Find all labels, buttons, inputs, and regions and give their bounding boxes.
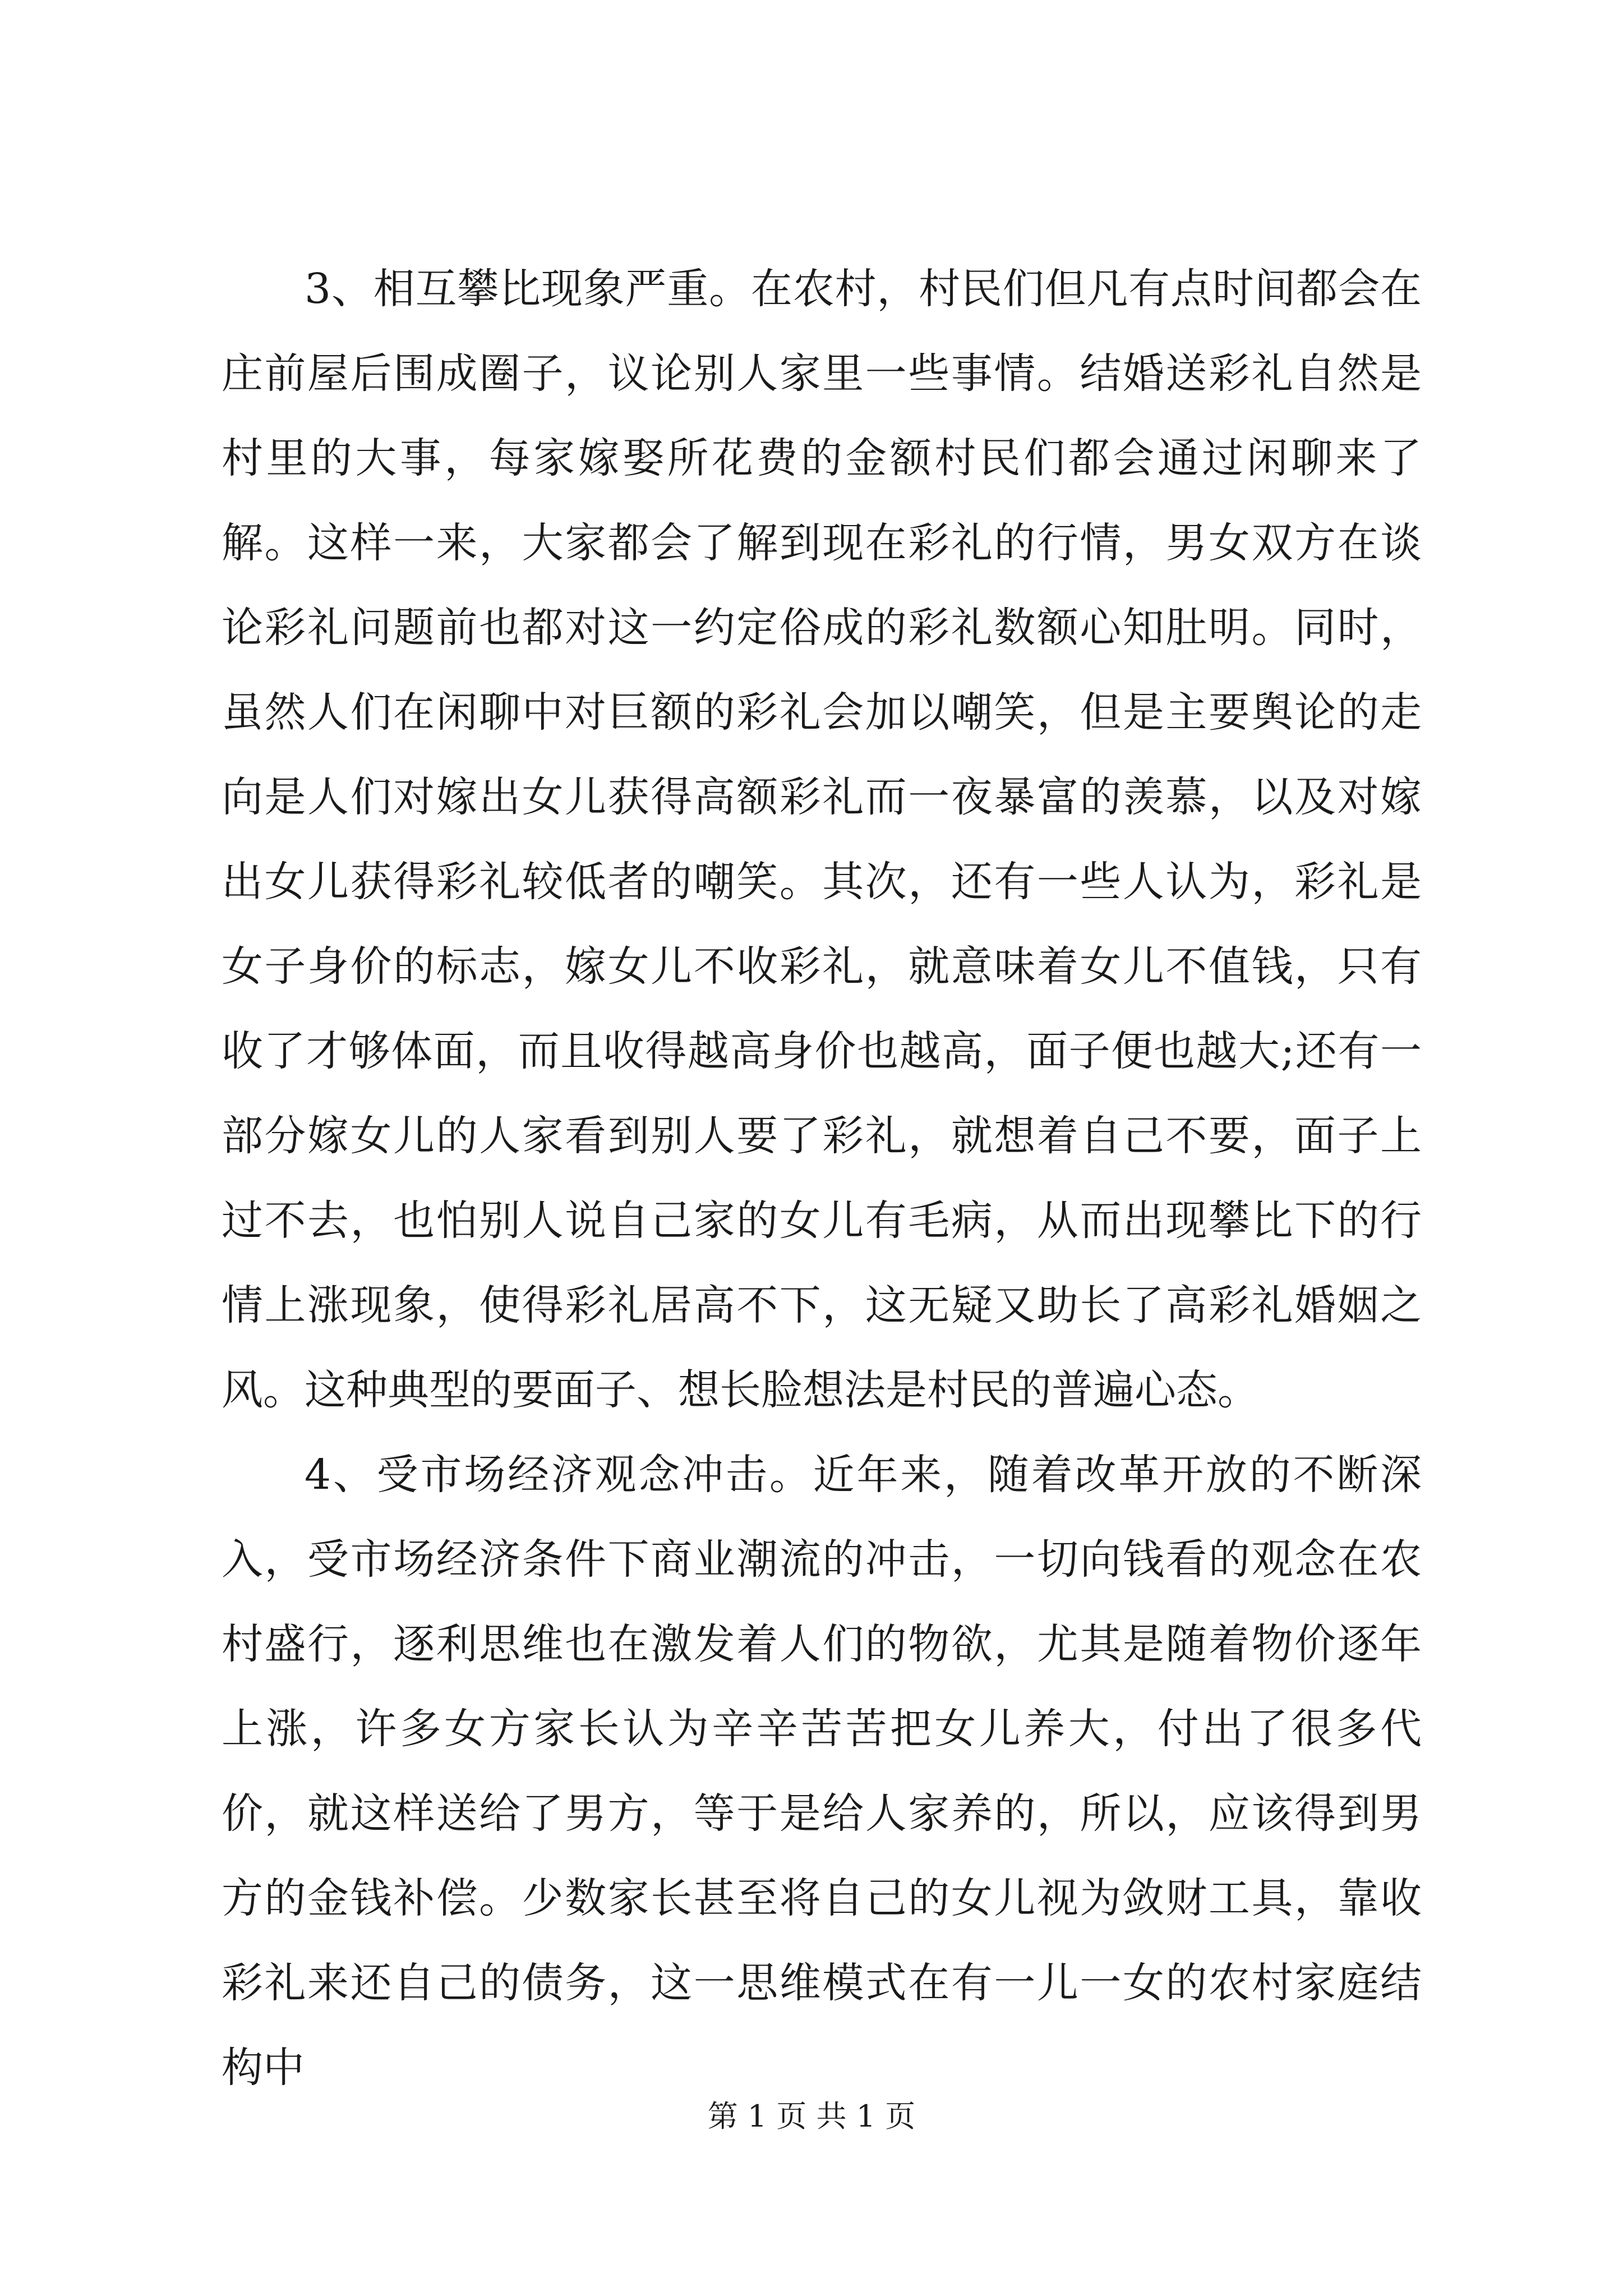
- page-footer: 第 1 页 共 1 页: [707, 2099, 916, 2134]
- document-body: [222, 247, 1422, 2110]
- paragraph-4: 4、受市场经济观念冲击。近年来，随着改革开放的不断深入，受市场经济条件下商业潮流的冲击，一切向钱看的观念在农村盛行，逐利思维也在激发着人们的物欲，尤其是随着物价逐年上涨，许多女方家长认为辛辛苦苦把女儿养大，付出了很多代价，就这样送给了男方，等于是给人家养的，所以，应该得到男方的金钱补偿。少数家长甚至将自己的女儿视为敛财工具，靠收彩礼来还自己的债务，这一思维模式在有一儿一女的农村家庭结构中: [222, 1451, 1422, 2092]
- paragraph-3: 3、相互攀比现象严重。在农村，村民们但凡有点时间都会在庄前屋后围成圈子，议论别人家里一些事情。结婚送彩礼自然是村里的大事，每家嫁娶所花费的金额村民们都会通过闲聊来了解。这样一来，大家都会了解到现在彩礼的行情，男女双方在谈论彩礼问题前也都对这一约定俗成的彩礼数额心知肚明。同时，虽然人们在闲聊中对巨额的彩礼会加以嘲笑，但是主要舆论的走向是人们对嫁出女儿获得高额彩礼而一夜暴富的羡慕，以及对嫁出女儿获得彩礼较低者的嘲笑。其次，还有一些人认为，彩礼是女子身价的标志，嫁女儿不收彩礼，就意味着女儿不值钱，只有收了才够体面，而且收得越高身价也越高，面子便也越大;还有一部分嫁女儿的人家看到别人要了彩礼，就想着自己不要，面子上过不去，也怕别人说自己家的女儿有毛病，从而出现攀比下的行情上涨现象，使得彩礼居高不下，这无疑又助长了高彩礼婚姻之风。这种典型的要面子、想长脸想法是村民的普遍心态。: [222, 265, 1422, 1414]
